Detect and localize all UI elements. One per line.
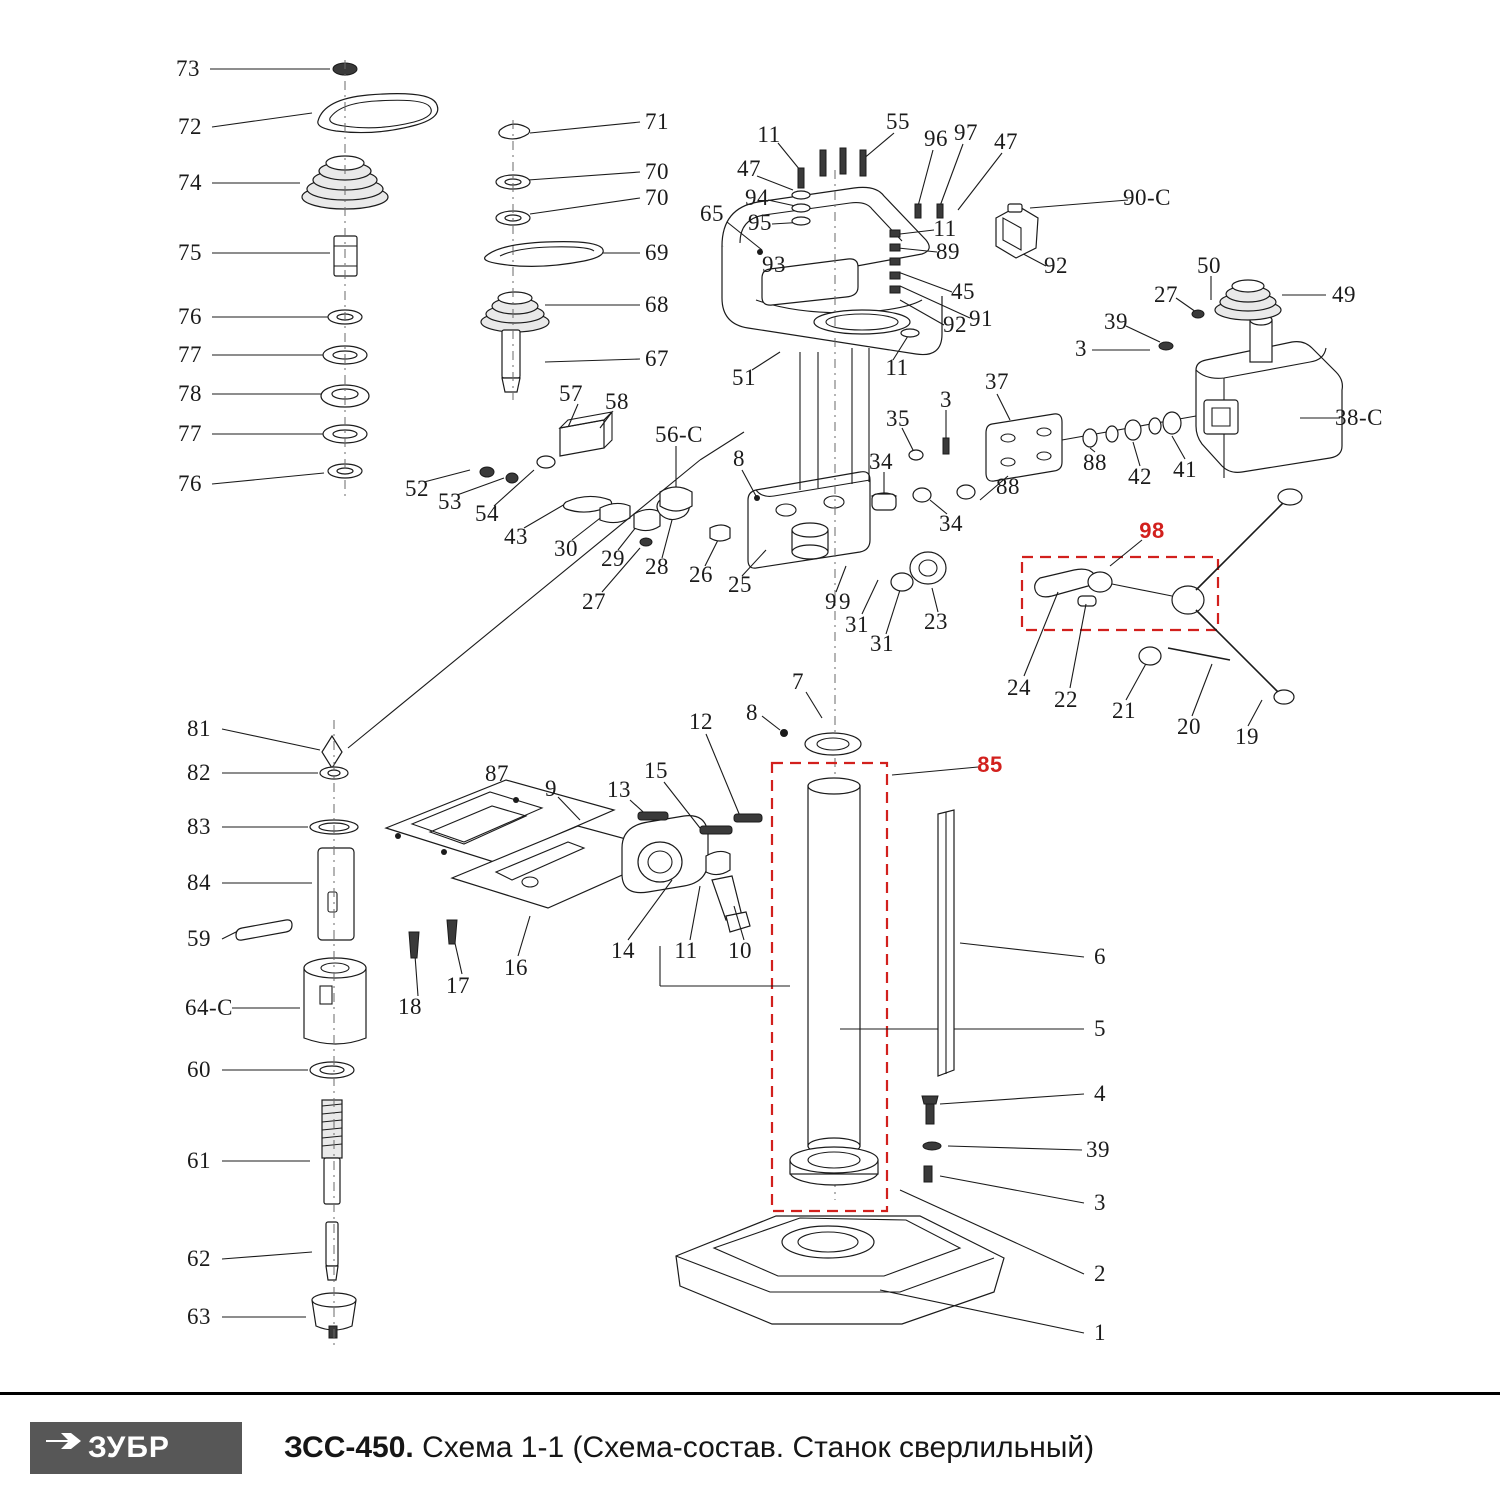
callout-number: 22 [1054, 687, 1078, 712]
callout-number: 62 [187, 1246, 211, 1271]
callout-number: 35 [886, 406, 910, 431]
callout-number: 24 [1007, 675, 1031, 700]
callout-number: 2 [1094, 1261, 1106, 1286]
callout-number: 39 [1104, 309, 1128, 334]
callout-number: 6 [1094, 944, 1106, 969]
callout-number: 39 [1086, 1137, 1110, 1162]
callout-number: 50 [1197, 253, 1221, 278]
callout-number: 15 [644, 758, 668, 783]
callout-number: 30 [554, 536, 578, 561]
callout-number: 16 [504, 955, 528, 980]
callout-number: 96 [924, 126, 948, 151]
callout-number: 82 [187, 760, 211, 785]
callout-number: 63 [187, 1304, 211, 1329]
callout-number: 3 [1075, 336, 1087, 361]
callout-number: 98 [1139, 518, 1165, 543]
callout-number: 90-С [1123, 185, 1171, 210]
callout-number: 14 [611, 938, 635, 963]
callout-number: 69 [645, 240, 669, 265]
callout-number: 8 [733, 446, 745, 471]
callout-number: 51 [732, 365, 756, 390]
callout-number: 76 [178, 304, 202, 329]
callout-number: 92 [1044, 253, 1068, 278]
callout-number: 52 [405, 476, 429, 501]
callout-number: 53 [438, 489, 462, 514]
callout-number: 83 [187, 814, 211, 839]
brand-logo [30, 1422, 242, 1474]
callout-number: 77 [178, 421, 202, 446]
callout-number: 9 [839, 589, 851, 614]
callout-number: 75 [178, 240, 202, 265]
callout-number: 65 [700, 201, 724, 226]
callout-number: 61 [187, 1148, 211, 1173]
callout-number: 45 [951, 279, 975, 304]
callout-number: 88 [996, 474, 1020, 499]
footer-bar [0, 1395, 1500, 1500]
callout-number: 27 [582, 589, 606, 614]
callout-number: 29 [601, 546, 625, 571]
callout-number: 11 [674, 938, 698, 963]
group-motor [1092, 276, 1342, 478]
callout-number: 49 [1332, 282, 1356, 307]
group-column [676, 692, 1084, 1333]
group-table-bracket [622, 716, 788, 940]
callout-number: 64-С [185, 995, 233, 1020]
callout-number: 56-С [655, 422, 703, 447]
callout-number: 47 [737, 156, 761, 181]
callout-number: 38-С [1335, 405, 1383, 430]
callout-number: 88 [1083, 450, 1107, 475]
brand-name: ЗУБР [88, 1430, 170, 1464]
callout-number: 95 [748, 210, 772, 235]
callout-number: 19 [1235, 724, 1259, 749]
callout-number: 58 [605, 389, 629, 414]
callout-number: 70 [645, 185, 669, 210]
callout-number: 8 [746, 700, 758, 725]
callout-number: 11 [885, 355, 909, 380]
callout-number: 4 [1094, 1081, 1106, 1106]
group-handle-stack [481, 120, 640, 400]
callout-number: 74 [178, 170, 202, 195]
callout-number: 94 [745, 185, 769, 210]
callout-number: 73 [176, 56, 200, 81]
callout-number: 67 [645, 346, 669, 371]
callout-number: 31 [870, 631, 894, 656]
callout-number: 42 [1128, 464, 1152, 489]
group-quill-stack [222, 720, 366, 1345]
callout-number: 72 [178, 114, 202, 139]
zubr-arrow-icon [42, 1431, 82, 1465]
callout-number: 17 [446, 973, 470, 998]
callout-number: 47 [994, 129, 1018, 154]
callout-number: 43 [504, 524, 528, 549]
callout-number: 31 [845, 612, 869, 637]
callout-number: 59 [187, 926, 211, 951]
callout-number: 10 [728, 938, 752, 963]
callout-number: 21 [1112, 698, 1136, 723]
callout-number: 34 [869, 449, 893, 474]
callout-number: 28 [645, 554, 669, 579]
callout-number: 1 [1094, 1320, 1106, 1345]
callout-number: 3 [940, 387, 952, 412]
callout-number: 26 [689, 562, 713, 587]
callout-number: 55 [886, 109, 910, 134]
callout-number: 23 [924, 609, 948, 634]
callout-number: 27 [1154, 282, 1178, 307]
callout-number: 68 [645, 292, 669, 317]
callout-number: 71 [645, 109, 669, 134]
callout-number: 81 [187, 716, 211, 741]
callout-number: 84 [187, 870, 211, 895]
group-left-upper-stack [210, 60, 438, 500]
callout-number: 89 [936, 239, 960, 264]
callout-number: 76 [178, 471, 202, 496]
callout-number: 85 [977, 752, 1003, 777]
diagram-caption [284, 1431, 1094, 1465]
callout-number: 5 [1094, 1016, 1106, 1041]
callout-number: 11 [933, 216, 957, 241]
callout-number: 20 [1177, 714, 1201, 739]
callout-number: 25 [728, 572, 752, 597]
group-bracket-shaft [872, 394, 1196, 514]
callout-number: 12 [689, 709, 713, 734]
callout-number: 93 [762, 252, 786, 277]
callout-number: 91 [969, 306, 993, 331]
callout-number: 87 [485, 761, 509, 786]
caption-description: Схема 1-1 (Схема-состав. Станок сверлильный) [422, 1430, 1095, 1464]
caption-model: ЗСС-450. [284, 1430, 414, 1464]
callout-number: 9 [545, 776, 557, 801]
callout-number: 7 [792, 669, 804, 694]
callout-number: 77 [178, 342, 202, 367]
callout-number: 18 [398, 994, 422, 1019]
callout-number: 54 [475, 501, 499, 526]
callout-number: 3 [1094, 1190, 1106, 1215]
callout-number: 13 [607, 777, 631, 802]
callout-number: 34 [939, 511, 963, 536]
callout-number: 57 [559, 381, 583, 406]
callout-number: 70 [645, 159, 669, 184]
callout-number: 78 [178, 381, 202, 406]
callout-number: 92 [943, 312, 967, 337]
callout-number: 9 [825, 589, 837, 614]
callout-number: 41 [1173, 457, 1197, 482]
callout-number: 37 [985, 369, 1009, 394]
callout-number: 60 [187, 1057, 211, 1082]
callout-number: 97 [954, 120, 978, 145]
callout-number: 11 [757, 122, 781, 147]
